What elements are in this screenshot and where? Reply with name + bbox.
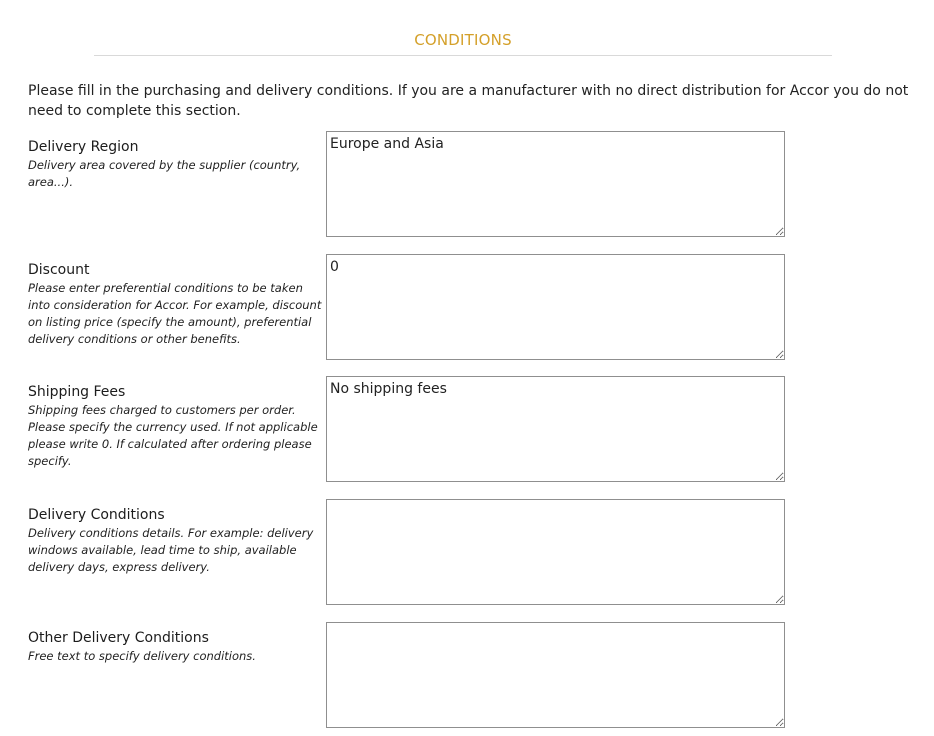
field-delivery-conditions <box>28 499 908 609</box>
delivery-region-textarea[interactable] <box>326 131 785 237</box>
field-help-text: Please enter preferential conditions to be taken into consideration for Accor. For example, discount on listing price (specify the amount), preferential delivery conditions or other benefits. <box>28 281 322 346</box>
title-divider <box>94 55 832 56</box>
other-delivery-conditions-textarea[interactable] <box>326 622 785 728</box>
field-shipping-fees <box>28 376 908 486</box>
section-title: CONDITIONS <box>414 31 512 49</box>
field-help-text: Delivery area covered by the supplier (country, area...). <box>28 158 301 189</box>
shipping-fees-textarea[interactable] <box>326 376 785 482</box>
field-label-group <box>28 376 323 470</box>
field-label: Discount <box>28 262 90 278</box>
field-label: Delivery Region <box>28 139 139 155</box>
delivery-conditions-textarea[interactable] <box>326 499 785 605</box>
discount-textarea[interactable] <box>326 254 785 360</box>
field-help-text: Delivery conditions details. For example: delivery windows available, lead time to ship, available delivery days, express delivery. <box>28 526 314 574</box>
field-delivery-region <box>28 131 908 241</box>
field-label-group <box>28 499 323 576</box>
section-intro: Please fill in the purchasing and delivery conditions. If you are a manufacturer with no direct distribution for Accor you do not need to complete this section. <box>28 83 909 119</box>
field-help-text: Shipping fees charged to customers per order. Please specify the currency used. If not applicable please write 0. If calculated after ordering please specify. <box>28 403 318 468</box>
field-label-group <box>28 622 323 665</box>
field-label: Shipping Fees <box>28 384 126 400</box>
field-label: Other Delivery Conditions <box>28 630 209 646</box>
field-other-delivery-conditions <box>28 622 908 732</box>
field-help-text: Free text to specify delivery conditions. <box>28 649 256 663</box>
field-label: Delivery Conditions <box>28 507 165 523</box>
field-label-group <box>28 131 323 191</box>
field-discount <box>28 254 908 364</box>
field-label-group <box>28 254 323 348</box>
